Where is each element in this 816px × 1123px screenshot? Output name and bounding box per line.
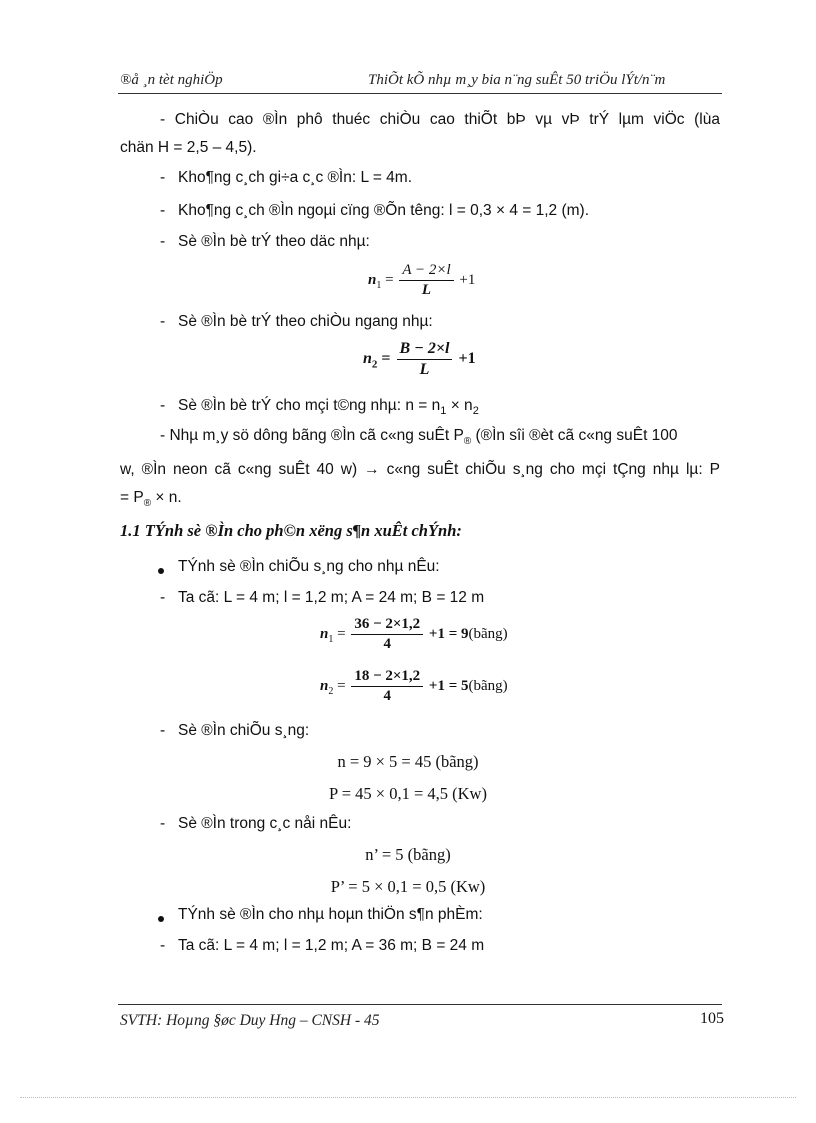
formula-n1: $n_1$ = $\frac{A - 2\times l}{L}$ +1 <box>368 262 476 298</box>
floor-count-line: Sè ®Ìn bè trÝ cho mçi t©ng nhµ: $n = n_1 \times n_2$ <box>178 397 479 418</box>
header-right: ThiÕt kÕ nhµ m¸y bia n¨ng suÊt 50 triÖu lÝt/n¨m <box>368 72 666 88</box>
finishing-params: Ta cã: L = 4 m; l = 1,2 m; A = 36 m; B = 24 m <box>178 937 485 954</box>
calc-n-prime: n’ = 5 (bãng) <box>365 845 451 864</box>
formula-n2-value: $n_2$ = $\frac{18 - 2\times 1,2}{4}$ +1 = 5(bãng) <box>320 668 508 704</box>
power-line-end: = $P_® \times n$. <box>120 489 182 510</box>
power-line: - Nhµ m¸y sö dông bãng ®Ìn cã c«ng suÊt $P_®$ (®Ìn sîi ®èt cã c«ng suÊt 100 <box>160 427 678 448</box>
bullet-icon <box>158 916 164 922</box>
footer-author: SVTH: Hoµng §øc Duy Hng – CNSH - 45 <box>120 1012 380 1029</box>
header-left: ®å ¸n tèt nghiÖp <box>120 72 223 88</box>
para-height-cont: chän H = 2,5 – 4,5). <box>120 139 257 156</box>
lengthwise-count-line: Sè ®Ìn bè trÝ theo däc nhµ: <box>178 233 370 250</box>
wall-distance-line: Kho¶ng c¸ch ®Ìn ngoµi cïng ®Õn têng: l = 0,3 × 4 = 1,2 (m). <box>178 202 590 219</box>
dash: - <box>160 589 166 606</box>
brewhouse-params: Ta cã: L = 4 m; l = 1,2 m; A = 24 m; B = 12 m <box>178 589 485 606</box>
dash: - <box>160 169 166 186</box>
dash: - <box>160 202 166 219</box>
formula-n1-value: $n_1$ = $\frac{36 - 2\times 1,2}{4}$ +1 = 9(bãng) <box>320 616 508 652</box>
dash: - <box>160 233 166 250</box>
bullet-icon <box>158 568 164 574</box>
spacing-line: Kho¶ng c¸ch gi÷a c¸c ®Ìn: L = 4m. <box>178 169 413 186</box>
calc-p-prime: P’ = 5 × 0,1 = 0,5 (Kw) <box>330 877 486 896</box>
dash: - <box>160 722 166 739</box>
formula-n2: $n_2$ = $\frac{B - 2\times l}{L}$ +1 <box>363 340 476 378</box>
dash: - <box>160 313 166 330</box>
footer-rule <box>118 1004 722 1005</box>
calc-p: P = 45 × 0,1 = 4,5 (Kw) <box>329 784 487 803</box>
lighting-count-line: Sè ®Ìn chiÕu s¸ng: <box>178 722 310 739</box>
para-height: - ChiÒu cao ®Ìn phô thuéc chiÒu cao thiÕt bÞ vµ vÞ trÝ lµm viÖc (lùa <box>160 111 720 128</box>
power-line-cont: w, ®Ìn neon cã c«ng suÊt 40 w) → c«ng suÊt chiÕu s¸ng cho mçi tÇng nhµ lµ: P <box>120 461 720 478</box>
dash: - <box>160 397 166 414</box>
page-number: 105 <box>700 1010 724 1027</box>
brewhouse-bullet: TÝnh sè ®Ìn chiÕu s¸ng cho nhµ nÊu: <box>178 558 440 575</box>
section-heading: 1.1 TÝnh sè ®Ìn cho ph©n xëng s¶n xuÊt chÝnh: <box>120 521 462 540</box>
page-bottom-dotted-line <box>20 1097 796 1098</box>
dash: - <box>160 815 166 832</box>
kettle-lights-line: Sè ®Ìn trong c¸c nåi nÊu: <box>178 815 352 832</box>
dash: - <box>160 937 166 954</box>
calc-n: n = 9 × 5 = 45 (bãng) <box>337 752 479 771</box>
finishing-bullet: TÝnh sè ®Ìn cho nhµ hoµn thiÖn s¶n phÈm: <box>178 906 483 923</box>
header-rule <box>118 93 722 94</box>
crosswise-count-line: Sè ®Ìn bè trÝ theo chiÒu ngang nhµ: <box>178 313 433 330</box>
